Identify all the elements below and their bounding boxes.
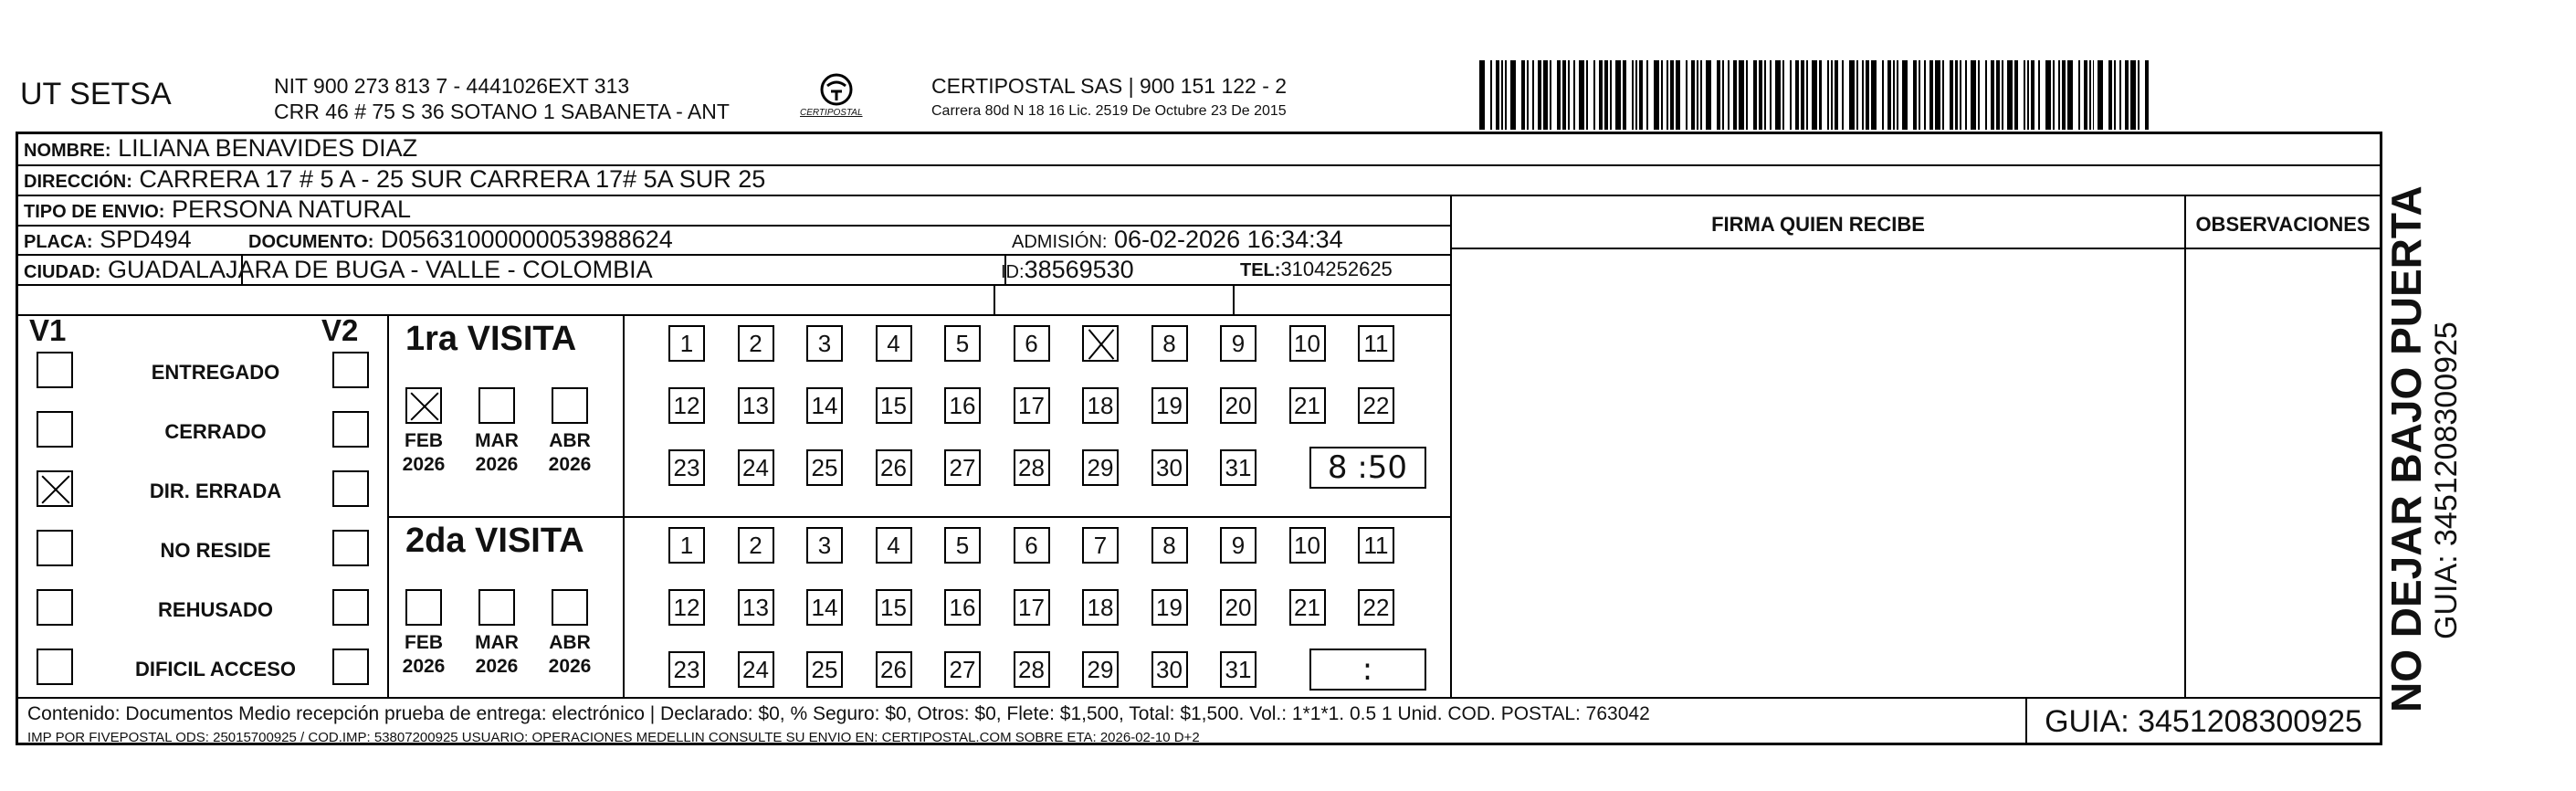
admision-value: 06-02-2026 16:34:34 xyxy=(1113,226,1343,253)
month-checkbox[interactable] xyxy=(405,589,442,626)
month-name: ABR xyxy=(549,430,591,451)
placa-value: SPD494 xyxy=(100,226,192,253)
day-box-15[interactable]: 15 xyxy=(876,387,912,424)
admision-field xyxy=(1012,226,1343,254)
status-option-label: DIFICIL ACCESO xyxy=(134,658,296,680)
day-box-7[interactable]: 7 xyxy=(1082,527,1119,564)
day-box-10[interactable]: 10 xyxy=(1289,325,1326,362)
day-box-15[interactable]: 15 xyxy=(876,589,912,626)
day-box-16[interactable]: 16 xyxy=(944,589,981,626)
carrier-block xyxy=(931,73,1287,124)
day-box-30[interactable]: 30 xyxy=(1151,651,1188,688)
nombre-label: NOMBRE: xyxy=(24,141,111,161)
placa-field xyxy=(24,226,192,254)
day-box-17[interactable]: 17 xyxy=(1014,589,1050,626)
side-guia: GUIA: 3451208300925 xyxy=(2429,322,2464,639)
status-option-label: CERRADO xyxy=(164,420,267,443)
day-box-7[interactable] xyxy=(1082,325,1119,362)
day-box-27[interactable]: 27 xyxy=(944,449,981,486)
company-nit: NIT 900 273 813 7 - 4441026EXT 313 xyxy=(274,74,630,98)
admision-label: ADMISIÓN: xyxy=(1012,232,1108,252)
v1-checkbox[interactable] xyxy=(37,470,73,507)
day-box-13[interactable]: 13 xyxy=(738,589,774,626)
month-label xyxy=(541,429,599,477)
day-box-20[interactable]: 20 xyxy=(1220,589,1256,626)
observations-area[interactable] xyxy=(2186,249,2380,697)
day-box-5[interactable]: 5 xyxy=(944,325,981,362)
day-box-6[interactable]: 6 xyxy=(1014,325,1050,362)
day-box-26[interactable]: 26 xyxy=(876,449,912,486)
nombre-field xyxy=(24,134,417,163)
day-box-2[interactable]: 2 xyxy=(738,527,774,564)
day-box-19[interactable]: 19 xyxy=(1151,387,1188,424)
day-box-9[interactable]: 9 xyxy=(1220,325,1256,362)
day-box-28[interactable]: 28 xyxy=(1014,651,1050,688)
day-box-27[interactable]: 27 xyxy=(944,651,981,688)
visit-time[interactable]: 8 :50 xyxy=(1309,447,1426,489)
v1-header: V1 xyxy=(29,313,67,347)
status-option-label: REHUSADO xyxy=(158,598,273,621)
tel-label: TEL: xyxy=(1240,260,1281,280)
day-box-23[interactable]: 23 xyxy=(668,651,705,688)
month-checkbox[interactable] xyxy=(552,387,588,424)
status-option-label: ENTREGADO xyxy=(151,361,280,384)
delivery-form xyxy=(16,132,2382,745)
tipo-envio-field xyxy=(24,195,411,224)
company-address: CRR 46 # 75 S 36 SOTANO 1 SABANETA - ANT xyxy=(274,100,730,123)
month-name: ABR xyxy=(549,632,591,653)
month-year: 2026 xyxy=(548,656,592,677)
tel-field xyxy=(1240,258,1393,281)
day-box-4[interactable]: 4 xyxy=(876,527,912,564)
month-name: MAR xyxy=(475,632,519,653)
barcode xyxy=(1479,60,2150,130)
month-checkbox[interactable] xyxy=(552,589,588,626)
status-option-label: NO RESIDE xyxy=(160,539,271,562)
month-label xyxy=(394,429,453,477)
side-notice xyxy=(2383,73,2464,712)
day-box-14[interactable]: 14 xyxy=(806,387,843,424)
day-box-21[interactable]: 21 xyxy=(1289,387,1326,424)
tipo-envio-label: TIPO DE ENVIO: xyxy=(24,202,165,222)
v2-header: V2 xyxy=(321,313,359,347)
month-checkbox[interactable] xyxy=(478,589,515,626)
footer-content: Contenido: Documentos Medio recepción prueba de entrega: electrónico | Declarado: $0, % Seguro: $0, Otros: $0, Flete: $1,500, Total: $1,500. Vol.: 1*1*1. 0.5 1 Unid. COD. POSTAL: 763042 xyxy=(27,703,1650,724)
day-box-1[interactable]: 1 xyxy=(668,527,705,564)
documento-value: D05631000000053988624 xyxy=(380,226,673,253)
day-box-14[interactable]: 14 xyxy=(806,589,843,626)
v1-checkbox[interactable] xyxy=(37,352,73,388)
visit-title: 2da VISITA xyxy=(405,522,584,560)
day-box-6[interactable]: 6 xyxy=(1014,527,1050,564)
day-box-24[interactable]: 24 xyxy=(738,449,774,486)
day-box-3[interactable]: 3 xyxy=(806,527,843,564)
day-box-23[interactable]: 23 xyxy=(668,449,705,486)
v2-checkbox[interactable] xyxy=(332,649,369,685)
month-year: 2026 xyxy=(548,454,592,475)
v1-checkbox[interactable] xyxy=(37,411,73,448)
id-label: ID: xyxy=(1001,262,1025,282)
tipo-envio-value: PERSONA NATURAL xyxy=(171,195,412,223)
day-box-22[interactable]: 22 xyxy=(1358,387,1394,424)
no-dejar-bajo-puerta: NO DEJAR BAJO PUERTA xyxy=(2382,185,2430,712)
documento-label: DOCUMENTO: xyxy=(248,232,374,252)
ciudad-field xyxy=(24,256,653,284)
status-option-label: DIR. ERRADA xyxy=(149,480,282,502)
ciudad-label: CIUDAD: xyxy=(24,262,101,282)
month-year: 2026 xyxy=(475,454,519,475)
logo-text: CERTIPOSTAL xyxy=(800,108,863,118)
day-box-3[interactable]: 3 xyxy=(806,325,843,362)
ciudad-value: GUADALAJARA DE BUGA - VALLE - COLOMBIA xyxy=(107,256,653,283)
day-box-29[interactable]: 29 xyxy=(1082,651,1119,688)
day-box-10[interactable]: 10 xyxy=(1289,527,1326,564)
v2-checkbox[interactable] xyxy=(332,530,369,566)
day-box-18[interactable]: 18 xyxy=(1082,589,1119,626)
day-box-8[interactable]: 8 xyxy=(1151,527,1188,564)
day-box-12[interactable]: 12 xyxy=(668,589,705,626)
v2-checkbox[interactable] xyxy=(332,352,369,388)
day-box-24[interactable]: 24 xyxy=(738,651,774,688)
nombre-value: LILIANA BENAVIDES DIAZ xyxy=(118,134,418,162)
visit-title: 1ra VISITA xyxy=(405,320,577,358)
day-box-21[interactable]: 21 xyxy=(1289,589,1326,626)
month-checkbox[interactable] xyxy=(478,387,515,424)
day-box-9[interactable]: 9 xyxy=(1220,527,1256,564)
day-box-25[interactable]: 25 xyxy=(806,449,843,486)
month-checkbox[interactable] xyxy=(405,387,442,424)
v1-checkbox[interactable] xyxy=(37,649,73,685)
day-box-1[interactable]: 1 xyxy=(668,325,705,362)
month-year: 2026 xyxy=(475,656,519,677)
signature-area[interactable] xyxy=(1452,249,2184,697)
day-box-31[interactable]: 31 xyxy=(1220,651,1256,688)
v2-checkbox[interactable] xyxy=(332,411,369,448)
day-box-13[interactable]: 13 xyxy=(738,387,774,424)
day-box-31[interactable]: 31 xyxy=(1220,449,1256,486)
day-box-4[interactable]: 4 xyxy=(876,325,912,362)
placa-label: PLACA: xyxy=(24,232,93,252)
month-label xyxy=(394,631,453,679)
day-box-12[interactable]: 12 xyxy=(668,387,705,424)
day-box-19[interactable]: 19 xyxy=(1151,589,1188,626)
month-year: 2026 xyxy=(402,656,446,677)
day-box-20[interactable]: 20 xyxy=(1220,387,1256,424)
month-label xyxy=(468,631,526,679)
day-box-22[interactable]: 22 xyxy=(1358,589,1394,626)
day-box-29[interactable]: 29 xyxy=(1082,449,1119,486)
documento-field xyxy=(248,226,673,254)
footer-print-info: IMP POR FIVEPOSTAL ODS: 25015700925 / COD.IMP: 53807200925 USUARIO: OPERACIONES MEDELLIN CONSULTE SU ENVIO EN: CERTIPOSTAL.COM SOBRE ETA: 2026-02-10 D+2 xyxy=(27,730,1200,745)
day-box-28[interactable]: 28 xyxy=(1014,449,1050,486)
day-box-17[interactable]: 17 xyxy=(1014,387,1050,424)
day-box-18[interactable]: 18 xyxy=(1082,387,1119,424)
v1-checkbox[interactable] xyxy=(37,589,73,626)
day-box-8[interactable]: 8 xyxy=(1151,325,1188,362)
guia-number: GUIA: 3451208300925 xyxy=(2045,703,2362,739)
month-label xyxy=(468,429,526,477)
id-value: 38569530 xyxy=(1024,256,1134,283)
day-box-16[interactable]: 16 xyxy=(944,387,981,424)
visit-time[interactable]: : xyxy=(1309,649,1426,691)
observaciones-header: OBSERVACIONES xyxy=(2195,213,2371,236)
day-box-30[interactable]: 30 xyxy=(1151,449,1188,486)
month-year: 2026 xyxy=(402,454,446,475)
month-label xyxy=(541,631,599,679)
direccion-field xyxy=(24,165,765,194)
day-box-11[interactable]: 11 xyxy=(1358,325,1394,362)
v2-checkbox[interactable] xyxy=(332,589,369,626)
direccion-label: DIRECCIÓN: xyxy=(24,172,132,192)
v2-checkbox[interactable] xyxy=(332,470,369,507)
day-box-25[interactable]: 25 xyxy=(806,651,843,688)
company-nit-block xyxy=(274,73,730,124)
firma-header: FIRMA QUIEN RECIBE xyxy=(1711,213,1925,236)
carrier-name: CERTIPOSTAL SAS | 900 151 122 - 2 xyxy=(931,74,1288,98)
month-name: MAR xyxy=(475,430,519,451)
id-field xyxy=(1001,256,1134,284)
month-name: FEB xyxy=(405,632,443,653)
company-name: UT SETSA xyxy=(20,77,172,111)
tel-value: 3104252625 xyxy=(1280,258,1393,280)
day-box-2[interactable]: 2 xyxy=(738,325,774,362)
day-box-11[interactable]: 11 xyxy=(1358,527,1394,564)
v1-checkbox[interactable] xyxy=(37,530,73,566)
direccion-value: CARRERA 17 # 5 A - 25 SUR CARRERA 17# 5A SUR 25 xyxy=(139,165,766,193)
day-box-5[interactable]: 5 xyxy=(944,527,981,564)
month-name: FEB xyxy=(405,430,443,451)
carrier-license: Carrera 80d N 18 16 Lic. 2519 De Octubre 23 De 2015 xyxy=(931,103,1287,119)
day-box-26[interactable]: 26 xyxy=(876,651,912,688)
